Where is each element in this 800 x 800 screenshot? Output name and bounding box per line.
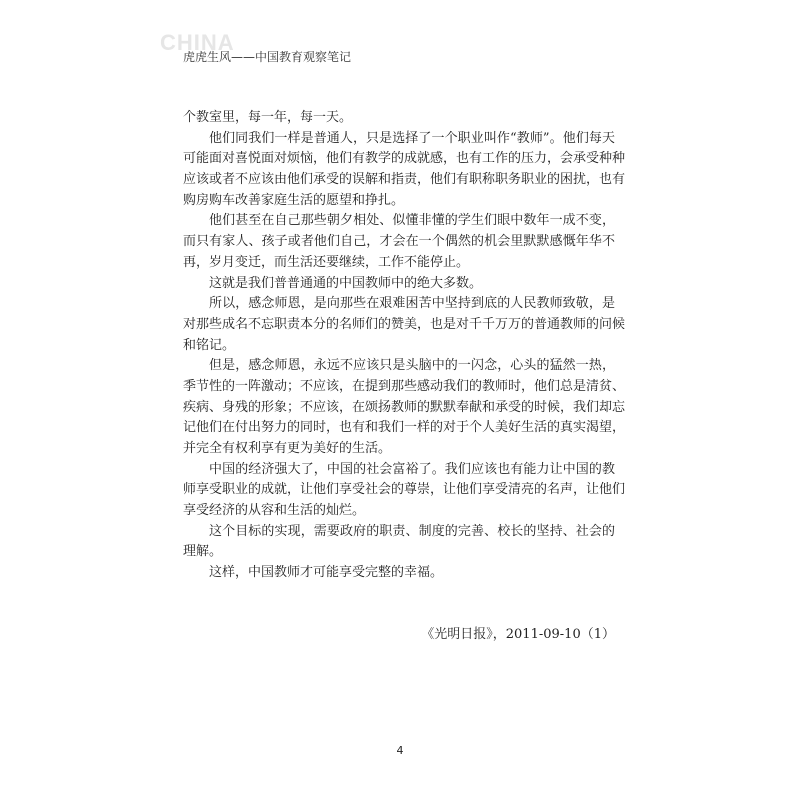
text-line: 这样，中国教师才可能享受完整的幸福。 bbox=[209, 565, 444, 581]
paragraph bbox=[183, 460, 626, 522]
citation: 《光明日报》，2011-09-10（1） bbox=[421, 627, 615, 642]
text-line: 季节性的一阵激动；不应该，在提到那些感动我们的教师时，他们总是清贫、 bbox=[183, 378, 626, 394]
paragraph bbox=[183, 563, 615, 584]
text-line: 他们甚至在自己那些朝夕相处、似懂非懂的学生们眼中数年一成不变， bbox=[209, 213, 615, 229]
text-line: 享受经济的从容和生活的灿烂。 bbox=[183, 503, 366, 519]
text-line: 中国的经济强大了，中国的社会富裕了。我们应该也有能力让中国的教 bbox=[209, 461, 615, 477]
paragraph bbox=[183, 294, 626, 356]
text-line: 记他们在付出努力的同时，也有和我们一样的对于个人美好生活的真实渴望， bbox=[183, 420, 626, 436]
text-line: 个教室里，每一年，每一天。 bbox=[183, 110, 353, 125]
paragraph bbox=[183, 274, 615, 295]
text-line: 这就是我们普普通通的中国教师中的绝大多数。 bbox=[209, 275, 483, 291]
text-line: 而只有家人、孩子或者他们自己，才会在一个偶然的机会里默默感慨年华不 bbox=[183, 234, 615, 250]
paragraph bbox=[183, 522, 615, 563]
text-line: 应该或者不应该由他们承受的误解和指责，他们有职称职务职业的困扰，也有 bbox=[183, 172, 626, 188]
article-body bbox=[183, 108, 626, 584]
paragraph bbox=[183, 108, 615, 129]
text-line: 和铭记。 bbox=[183, 337, 236, 353]
text-line: 并完全有权利享有更为美好的生活。 bbox=[183, 441, 392, 456]
text-line: 所以，感念师恩，是向那些在艰难困苦中坚持到底的人民教师致敬，是 bbox=[209, 296, 615, 312]
text-line: 但是，感念师恩，永远不应该只是头脑中的一闪念，心头的猛然一热， bbox=[209, 358, 615, 374]
paragraph bbox=[183, 356, 626, 459]
text-line: 可能面对喜悦面对烦恼，他们有教学的成就感，也有工作的压力，会承受种种 bbox=[183, 151, 626, 167]
text-line: 再，岁月变迁，而生活还要继续，工作不能停止。 bbox=[183, 254, 470, 270]
paragraph bbox=[183, 129, 626, 212]
text-line: 对那些成名不忘职责本分的名师们的赞美，也是对千千万万的普通教师的问候 bbox=[183, 316, 626, 332]
text-line: 他们同我们一样是普通人，只是选择了一个职业叫作“教师”。他们每天 bbox=[209, 130, 615, 146]
watermark-logo: CHINA bbox=[160, 30, 235, 55]
text-line: 购房购车改善家庭生活的愿望和挣扎。 bbox=[183, 192, 405, 208]
text-line: 理解。 bbox=[183, 544, 223, 560]
text-line: 疾病、身残的形象；不应该，在颂扬教师的默默奉献和承受的时候，我们却忘 bbox=[183, 399, 626, 415]
paragraph bbox=[183, 211, 615, 273]
text-line: 这个目标的实现，需要政府的职责、制度的完善、校长的坚持、社会的 bbox=[209, 523, 615, 539]
text-line: 师享受职业的成就，让他们享受社会的尊崇，让他们享受清亮的名声，让他们 bbox=[183, 482, 626, 498]
running-header: 虎虎生风——中国教育观察笔记 bbox=[183, 50, 352, 64]
page-number: 4 bbox=[396, 744, 404, 757]
